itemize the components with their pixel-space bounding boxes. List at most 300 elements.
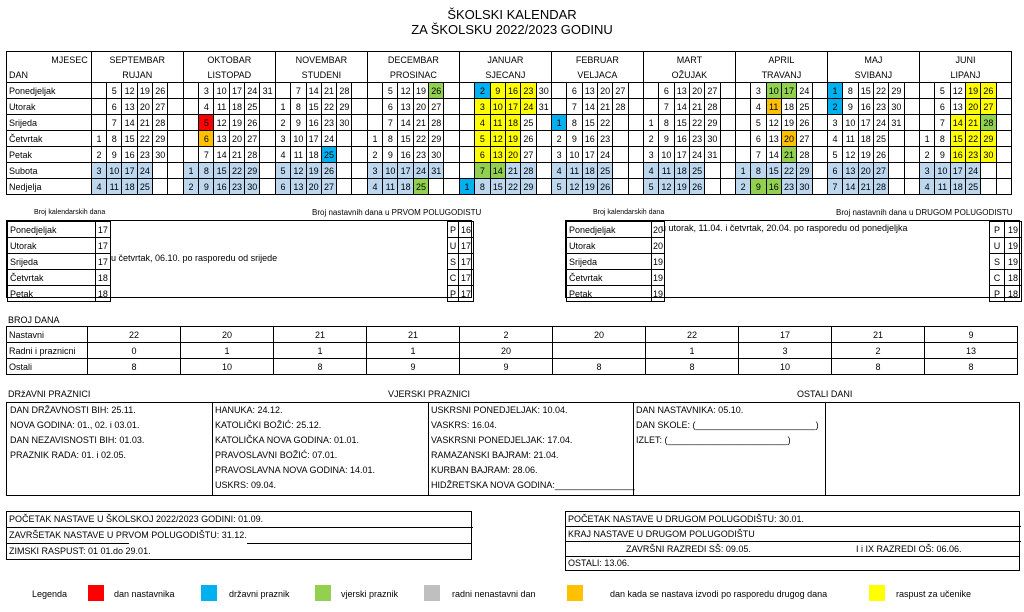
second-half-box [565, 220, 1020, 298]
day-label: Srijeda [7, 115, 92, 131]
calendar-day-cell: 12 [843, 147, 858, 163]
calendar-empty-cell [735, 115, 750, 131]
month-count: 10 [181, 359, 274, 375]
legend-swatch-radni-nenastavni [424, 585, 440, 601]
calendar-day-cell: 9 [843, 99, 858, 115]
calendar-day-cell: 28 [521, 163, 536, 179]
calendar-empty-cell [459, 83, 474, 99]
calendar-day-cell: 23 [781, 179, 796, 195]
calendar-day-cell: 3 [91, 163, 106, 179]
calendar-day-cell: 19 [413, 83, 428, 99]
calendar-day-cell: 5 [107, 83, 122, 99]
month-alt-name: LISTOPAD [183, 67, 275, 83]
month-count: 20 [181, 327, 274, 343]
calendar-day-cell: 25 [689, 163, 704, 179]
calendar-day-cell: 10 [107, 163, 122, 179]
calendar-empty-cell [260, 179, 275, 195]
calendar-day-cell: 4 [551, 163, 566, 179]
calendar-day-cell: 15 [858, 83, 873, 99]
calendar-day-cell: 26 [521, 131, 536, 147]
calendar-day-cell: 12 [567, 179, 582, 195]
calendar-empty-cell [613, 131, 628, 147]
legend-label-radni-nenastavni: radni nenastavni dan [452, 589, 536, 599]
calendar-day-cell: 12 [950, 83, 965, 99]
day-label: Petak [7, 147, 92, 163]
calendar-day-cell: 4 [751, 99, 766, 115]
calendar-day-cell: 14 [306, 83, 321, 99]
calendar-empty-cell [352, 115, 367, 131]
calendar-row-utorak [7, 99, 1012, 115]
calendar-day-cell: 18 [306, 147, 321, 163]
calendar-empty-cell [613, 163, 628, 179]
calendar-empty-cell [168, 115, 183, 131]
calendar-day-cell: 17 [229, 83, 244, 99]
calendar-day-cell: 29 [889, 83, 904, 99]
calendar-day-cell: 25 [521, 115, 536, 131]
calendar-day-cell: 18 [122, 179, 137, 195]
calendar-empty-cell [812, 147, 827, 163]
calendar-day-cell: 20 [413, 99, 428, 115]
calendar-day-cell: 30 [705, 131, 720, 147]
vjerski1-item: PRAVOSLAVNA NOVA GODINA: 14.01. [215, 465, 376, 475]
first-half-box [6, 220, 472, 298]
calendar-day-cell: 13 [582, 83, 597, 99]
calendar-day-cell: 6 [751, 131, 766, 147]
info-right-line-3 [566, 542, 1019, 557]
calendar-empty-cell [536, 115, 551, 131]
calendar-empty-cell [735, 131, 750, 147]
drzavni-item: DAN NEZAVISNOSTI BIH: 01.03. [10, 435, 145, 445]
day-letter: S [448, 254, 459, 270]
vjerski-praznici-list-1 [212, 403, 429, 495]
day-label: Utorak [7, 99, 92, 115]
calendar-days-count: 17 [95, 254, 110, 270]
calendar-day-cell: 20 [306, 179, 321, 195]
month-alt-name: PROSINAC [367, 67, 459, 83]
day-name: Petak [8, 286, 96, 302]
teaching-days-count: 17 [459, 286, 474, 302]
calendar-day-cell: 14 [122, 115, 137, 131]
calendar-empty-cell [551, 99, 566, 115]
calendar-day-cell: 23 [321, 115, 336, 131]
info-left-box [6, 511, 472, 560]
calendar-empty-cell [812, 131, 827, 147]
calendar-day-cell: 17 [505, 99, 520, 115]
calendar-empty-cell [352, 83, 367, 99]
calendar-day-cell: 26 [689, 179, 704, 195]
teaching-days-count: 19 [1005, 222, 1022, 238]
calendar-day-cell: 24 [137, 163, 152, 179]
calendar-empty-cell [720, 147, 735, 163]
calendar-day-cell: 14 [766, 147, 781, 163]
calendar-empty-cell [168, 163, 183, 179]
calendar-day-cell: 6 [567, 83, 582, 99]
calendar-empty-cell [444, 179, 459, 195]
calendar-day-cell: 25 [245, 99, 260, 115]
calendar-empty-cell [91, 115, 106, 131]
calendar-day-cell: 13 [122, 99, 137, 115]
holidays-box [6, 402, 1020, 496]
calendar-day-cell: 27 [429, 99, 444, 115]
calendar-day-cell: 10 [490, 99, 505, 115]
calendar-day-cell: 23 [689, 131, 704, 147]
row-label: Nastavni [7, 327, 88, 343]
calendar-day-cell: 17 [858, 115, 873, 131]
drzavni-praznici-title: DRžAVNI PRAZNICI [8, 389, 91, 399]
calendar-day-cell: 27 [153, 99, 168, 115]
broj-dana-row-radni-i-praznicni [7, 343, 1018, 359]
calendar-day-cell: 7 [827, 179, 842, 195]
calendar-empty-cell [705, 179, 720, 195]
calendar-day-cell: 15 [306, 99, 321, 115]
calendar-day-cell: 20 [137, 99, 152, 115]
month-count: 8 [925, 359, 1018, 375]
calendar-day-cell: 3 [367, 163, 382, 179]
calendar-empty-cell [536, 131, 551, 147]
calendar-day-cell: 28 [337, 83, 352, 99]
calendar-day-cell: 12 [214, 115, 229, 131]
calendar-empty-cell [536, 147, 551, 163]
calendar-day-cell: 28 [705, 99, 720, 115]
calendar-empty-cell [812, 83, 827, 99]
calendar-empty-cell [705, 163, 720, 179]
teaching-days-count: 16 [459, 222, 474, 238]
calendar-empty-cell [183, 99, 198, 115]
day-name: Srijeda [8, 254, 96, 270]
calendar-day-cell: 19 [229, 115, 244, 131]
calendar-day-cell: 23 [521, 83, 536, 99]
calendar-day-cell: 13 [214, 131, 229, 147]
calendar-day-cell: 11 [107, 179, 122, 195]
ostali-dani-list [633, 403, 826, 495]
calendar-day-cell: 26 [797, 115, 812, 131]
calendar-day-cell: 27 [521, 147, 536, 163]
calendar-empty-cell [996, 147, 1011, 163]
calendar-day-cell: 2 [643, 131, 658, 147]
month-count: 21 [832, 327, 925, 343]
month-count: 8 [88, 359, 181, 375]
calendar-day-cell: 20 [689, 83, 704, 99]
calendar-day-cell: 23 [873, 99, 888, 115]
calendar-day-cell: 5 [383, 83, 398, 99]
vjerski2-item: USKRSNI PONEDJELJAK: 10.04. [431, 405, 568, 415]
calendar-day-cell: 26 [321, 163, 336, 179]
day-letter: P [448, 222, 459, 238]
teaching-days-count: 18 [1005, 270, 1022, 286]
calendar-day-cell: 11 [766, 99, 781, 115]
info-right-line-1: POČETAK NASTAVE U DRUGOM POLUGODIŠTU: 30.01. [566, 512, 1021, 527]
day-name: Utorak [8, 238, 96, 254]
calendar-day-cell: 27 [981, 99, 996, 115]
day-letter: P [990, 222, 1005, 238]
calendar-empty-cell [444, 99, 459, 115]
calendar-day-cell: 31 [429, 163, 444, 179]
vjerski2-item: VASKRS: 16.04. [431, 420, 497, 430]
month-count: 2 [460, 327, 553, 343]
calendar-day-cell: 11 [490, 115, 505, 131]
calendar-day-cell: 26 [873, 147, 888, 163]
calendar-day-cell: 21 [413, 115, 428, 131]
calendar-day-cell: 4 [367, 179, 382, 195]
calendar-day-cell: 23 [137, 147, 152, 163]
calendar-day-cell: 1 [183, 163, 198, 179]
calendar-day-cell: 24 [873, 115, 888, 131]
calendar-day-cell: 13 [843, 163, 858, 179]
calendar-day-cell: 28 [153, 115, 168, 131]
calendar-day-cell: 8 [199, 163, 214, 179]
calendar-day-cell: 16 [674, 131, 689, 147]
calendar-day-cell: 11 [567, 163, 582, 179]
calendar-day-cell: 24 [689, 147, 704, 163]
month-count: 10 [739, 359, 832, 375]
calendar-day-cell: 30 [153, 147, 168, 163]
month-name: NOVEMBAR [275, 52, 367, 68]
calendar-day-cell: 8 [567, 115, 582, 131]
calendar-empty-cell [904, 179, 919, 195]
ostali-dani-title: OSTALI DANI [797, 389, 853, 399]
calendar-day-cell: 25 [797, 99, 812, 115]
calendar-day-cell: 11 [214, 99, 229, 115]
day-label: Četvrtak [7, 131, 92, 147]
calendar-day-cell: 7 [751, 147, 766, 163]
calendar-day-cell: 17 [950, 163, 965, 179]
calendar-empty-cell [337, 163, 352, 179]
calendar-empty-cell [168, 99, 183, 115]
calendar-empty-cell [153, 163, 168, 179]
calendar-day-cell: 31 [889, 115, 904, 131]
legend-swatch-vjerski-praznik [315, 585, 331, 601]
calendar-day-cell: 24 [521, 99, 536, 115]
calendar-day-cell: 24 [797, 83, 812, 99]
calendar-day-cell: 17 [306, 131, 321, 147]
month-count: 20 [460, 343, 553, 359]
calendar-day-cell: 29 [337, 99, 352, 115]
calendar-day-cell: 29 [705, 115, 720, 131]
calendar-day-cell: 3 [643, 147, 658, 163]
calendar-empty-cell [735, 83, 750, 99]
calendar-day-cell: 31 [536, 99, 551, 115]
calendar-empty-cell [551, 83, 566, 99]
calendar-day-cell: 16 [858, 99, 873, 115]
calendar-day-cell: 21 [137, 115, 152, 131]
month-alt-name: SJECANJ [459, 67, 551, 83]
calendar-empty-cell [904, 163, 919, 179]
calendar-row-subota [7, 163, 1012, 179]
calendar-empty-cell [352, 179, 367, 195]
second-half-calendar-days-label: Broj kalendarskih dana [593, 209, 665, 216]
calendar-empty-cell [337, 147, 352, 163]
calendar-day-cell: 2 [367, 147, 382, 163]
calendar-empty-cell [367, 115, 382, 131]
ostali-item: DAN NASTAVNIKA: 05.10. [636, 405, 744, 415]
calendar-day-cell: 9 [935, 147, 950, 163]
calendar-days-count: 17 [95, 222, 110, 238]
calendar-empty-cell [919, 83, 934, 99]
row-label: Ostali [7, 359, 88, 375]
calendar-empty-cell [996, 115, 1011, 131]
broj-dana-title: BROJ DANA [8, 315, 60, 325]
calendar-day-cell: 16 [398, 147, 413, 163]
calendar-day-cell: 28 [797, 147, 812, 163]
calendar-day-cell: 9 [383, 147, 398, 163]
calendar-day-cell: 25 [597, 163, 612, 179]
calendar-day-cell: 27 [873, 163, 888, 179]
info-left-line-2-rule [247, 528, 471, 544]
calendar-day-cell: 11 [935, 179, 950, 195]
calendar-day-cell: 19 [137, 83, 152, 99]
info-right-razredi: I i IX RAZREDI OŠ: 06.06. [856, 544, 962, 554]
calendar-day-cell: 20 [781, 131, 796, 147]
calendar-grid [6, 51, 1012, 195]
calendar-day-cell: 31 [705, 147, 720, 163]
calendar-empty-cell [628, 99, 643, 115]
calendar-empty-cell [889, 131, 904, 147]
calendar-day-cell: 9 [567, 131, 582, 147]
vjerski-praznici-title: VJERSKI PRAZNICI [388, 389, 471, 399]
calendar-day-cell: 22 [781, 163, 796, 179]
calendar-day-cell: 1 [735, 163, 750, 179]
calendar-day-cell: 6 [275, 179, 290, 195]
calendar-empty-cell [628, 83, 643, 99]
calendar-day-cell: 23 [965, 147, 980, 163]
calendar-empty-cell [444, 83, 459, 99]
calendar-empty-cell [260, 131, 275, 147]
calendar-row-petak [7, 147, 1012, 163]
calendar-day-cell: 2 [551, 131, 566, 147]
calendar-day-cell: 17 [398, 163, 413, 179]
calendar-empty-cell [459, 115, 474, 131]
broj-dana-row-ostali [7, 359, 1018, 375]
calendar-day-cell: 1 [643, 115, 658, 131]
calendar-day-cell: 6 [827, 163, 842, 179]
month-name: MART [643, 52, 735, 68]
calendar-day-cell: 28 [429, 115, 444, 131]
calendar-day-cell: 25 [965, 179, 980, 195]
calendar-day-cell: 27 [245, 131, 260, 147]
calendar-day-cell: 8 [475, 179, 490, 195]
calendar-empty-cell [996, 163, 1011, 179]
teaching-days-count: 17 [459, 254, 474, 270]
calendar-empty-cell [459, 99, 474, 115]
calendar-day-cell: 16 [582, 131, 597, 147]
calendar-day-cell: 27 [613, 83, 628, 99]
info-left-line-2: ZAVRŠETAK NASTAVE U PRVOM POLUGODIŠTU: 31.12. [7, 528, 129, 544]
calendar-day-cell: 1 [827, 83, 842, 99]
calendar-empty-cell [996, 99, 1011, 115]
teaching-days-count: 19 [1005, 238, 1022, 254]
calendar-day-cell: 8 [291, 99, 306, 115]
calendar-empty-cell [183, 147, 198, 163]
calendar-day-cell: 12 [291, 163, 306, 179]
calendar-day-cell: 13 [490, 147, 505, 163]
broj-dana-table [6, 326, 1018, 375]
calendar-day-cell: 10 [291, 131, 306, 147]
month-count: 13 [925, 343, 1018, 359]
calendar-day-cell: 22 [597, 115, 612, 131]
calendar-empty-cell [613, 179, 628, 195]
calendar-day-cell: 20 [597, 83, 612, 99]
calendar-day-cell: 13 [766, 131, 781, 147]
day-name: Četvrtak [8, 270, 96, 286]
calendar-empty-cell [444, 115, 459, 131]
calendar-day-cell: 28 [873, 179, 888, 195]
calendar-day-cell: 22 [965, 131, 980, 147]
calendar-empty-cell [429, 179, 444, 195]
calendar-days-count: 18 [95, 286, 110, 302]
calendar-row-srijeda [7, 115, 1012, 131]
calendar-day-cell: 15 [582, 115, 597, 131]
day-name: Ponedjeljak [8, 222, 96, 238]
calendar-day-cell: 20 [229, 131, 244, 147]
calendar-days-count: 19 [652, 254, 665, 270]
calendar-row-nedjelja [7, 179, 1012, 195]
calendar-empty-cell [352, 147, 367, 163]
calendar-day-cell: 4 [643, 163, 658, 179]
calendar-empty-cell [889, 163, 904, 179]
vjerski2-item: VASKRSNI PONEDJELJAK: 17.04. [431, 435, 573, 445]
calendar-day-cell: 22 [321, 99, 336, 115]
month-name: DECEMBAR [367, 52, 459, 68]
month-alt-name: VELJACA [551, 67, 643, 83]
calendar-day-cell: 13 [950, 99, 965, 115]
month-name: OKTOBAR [183, 52, 275, 68]
calendar-empty-cell [904, 147, 919, 163]
calendar-day-cell: 15 [122, 131, 137, 147]
calendar-day-cell: 9 [490, 83, 505, 99]
month-count: 8 [553, 359, 646, 375]
calendar-empty-cell [919, 115, 934, 131]
calendar-day-cell: 15 [398, 131, 413, 147]
calendar-empty-cell [628, 179, 643, 195]
calendar-day-cell: 18 [674, 163, 689, 179]
calendar-empty-cell [168, 179, 183, 195]
calendar-day-cell: 18 [505, 115, 520, 131]
ostali-item: DAN SKOLE: (________________________) [636, 420, 819, 430]
calendar-day-cell: 21 [321, 83, 336, 99]
calendar-day-cell: 7 [935, 115, 950, 131]
calendar-empty-cell [183, 131, 198, 147]
calendar-day-cell: 16 [122, 147, 137, 163]
calendar-day-cell: 16 [766, 179, 781, 195]
calendar-day-cell: 12 [766, 115, 781, 131]
calendar-empty-cell [904, 99, 919, 115]
day-letter: S [990, 254, 1005, 270]
drzavni-item: DAN DRŽAVNOSTI BIH: 25.11. [10, 405, 136, 415]
calendar-empty-cell [643, 99, 658, 115]
calendar-day-cell: 17 [122, 163, 137, 179]
legend-label-drugi-raspored: dan kada se nastava izvodi po rasporedu drugog dana [610, 589, 828, 599]
calendar-empty-cell [889, 147, 904, 163]
calendar-day-cell: 26 [153, 83, 168, 99]
calendar-day-cell: 22 [229, 163, 244, 179]
month-count: 8 [646, 359, 739, 375]
month-name: APRIL [735, 52, 827, 68]
calendar-day-cell: 30 [536, 83, 551, 99]
calendar-empty-cell [352, 163, 367, 179]
calendar-day-cell: 13 [398, 99, 413, 115]
calendar-day-cell: 16 [505, 83, 520, 99]
calendar-day-cell: 29 [153, 131, 168, 147]
calendar-empty-cell [536, 179, 551, 195]
calendar-day-cell: 2 [735, 179, 750, 195]
calendar-day-cell: 6 [475, 147, 490, 163]
calendar-day-cell: 1 [551, 115, 566, 131]
calendar-empty-cell [183, 115, 198, 131]
calendar-days-count: 17 [95, 238, 110, 254]
calendar-empty-cell [444, 163, 459, 179]
calendar-empty-cell [459, 163, 474, 179]
calendar-day-cell: 8 [659, 115, 674, 131]
